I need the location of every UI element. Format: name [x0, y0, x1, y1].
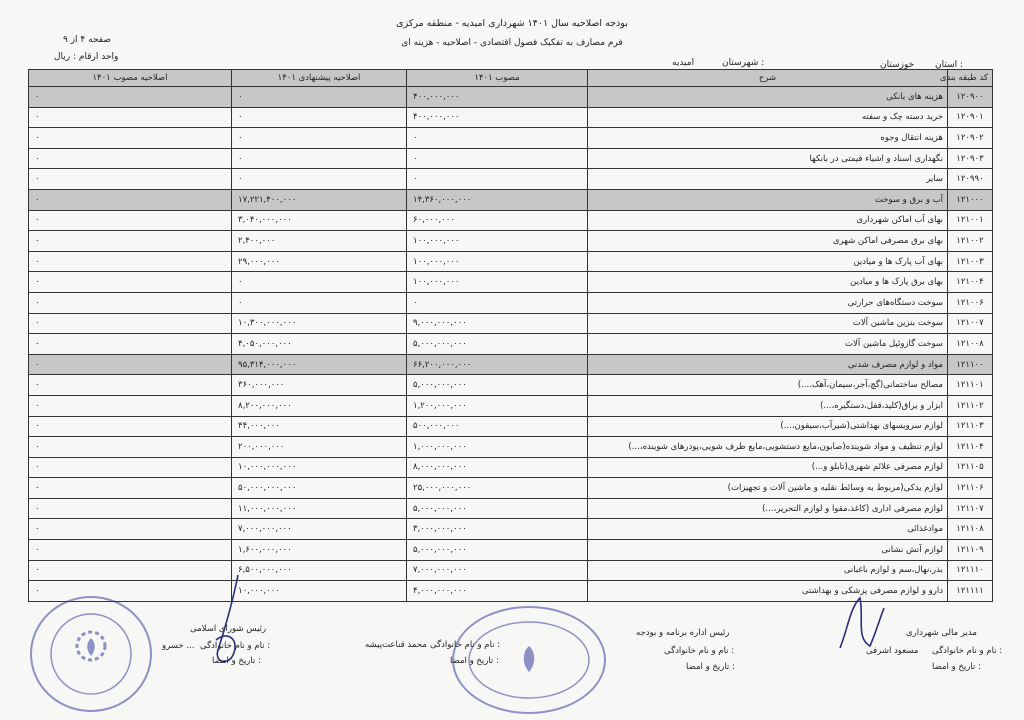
table-row — [29, 128, 993, 149]
row-desc: نگهداری اسناد و اشیاء قیمتی در بانکها — [588, 148, 948, 169]
row-final: ۰ — [29, 457, 232, 478]
row-final: ۰ — [29, 540, 232, 561]
governor-name: محمد قناعت‌پیشه — [365, 640, 427, 650]
row-desc: بهای آب پارک ها و میادین — [588, 251, 948, 272]
council-emblem-icon — [32, 598, 150, 710]
council-signature — [198, 570, 258, 680]
row-code: ۱۲۱۰۰۱ — [948, 210, 993, 231]
row-desc: مصالح ساختمانی(گچ،آجر،سیمان،آهک....) — [588, 375, 948, 396]
row-desc: خرید دسته چک و سفته — [588, 107, 948, 128]
row-final: ۰ — [29, 437, 232, 458]
council-name-label: نام و نام خانوادگی : — [200, 641, 271, 651]
row-final: ۰ — [29, 519, 232, 540]
row-proposed: ۴,۰۵۰,۰۰۰,۰۰۰ — [232, 334, 407, 355]
table-row — [29, 231, 993, 252]
header-proposed: اصلاحیه پیشنهادی ۱۴۰۱ — [232, 70, 407, 87]
table-row — [29, 498, 993, 519]
row-code: ۱۲۱۰۰۰ — [948, 189, 993, 210]
row-code: ۱۲۱۰۰۸ — [948, 334, 993, 355]
row-proposed: ۴۴,۰۰۰,۰۰۰ — [232, 416, 407, 437]
row-code: ۱۲۰۹۹۰ — [948, 169, 993, 190]
row-desc: بهای آب اماکن شهرداری — [588, 210, 948, 231]
row-proposed: ۲۰۰,۰۰۰,۰۰۰ — [232, 437, 407, 458]
row-proposed: ۹۵,۳۱۴,۰۰۰,۰۰۰ — [232, 354, 407, 375]
row-final: ۰ — [29, 375, 232, 396]
table-row — [29, 540, 993, 561]
row-code: ۱۲۱۱۰۶ — [948, 478, 993, 499]
row-desc: هزینه های بانکی — [588, 87, 948, 108]
row-proposed: ۱۰,۳۰۰,۰۰۰,۰۰۰ — [232, 313, 407, 334]
table-group-row — [29, 87, 993, 108]
row-code: ۱۲۱۱۰۳ — [948, 416, 993, 437]
table-row — [29, 519, 993, 540]
row-approved: ۶۶,۲۰۰,۰۰۰,۰۰۰ — [407, 354, 588, 375]
row-desc: بذر،نهال،سم و لوازم باغبانی — [588, 560, 948, 581]
row-desc: سوخت دستگاه‌های حرارتی — [588, 292, 948, 313]
row-proposed: ۳۶۰,۰۰۰,۰۰۰ — [232, 375, 407, 396]
row-approved: ۱۴,۳۶۰,۰۰۰,۰۰۰ — [407, 189, 588, 210]
row-final: ۰ — [29, 210, 232, 231]
row-approved: ۲۵,۰۰۰,۰۰۰,۰۰۰ — [407, 478, 588, 499]
row-approved: ۵,۰۰۰,۰۰۰,۰۰۰ — [407, 540, 588, 561]
finance-signature — [830, 588, 890, 658]
row-approved: ۵,۰۰۰,۰۰۰,۰۰۰ — [407, 375, 588, 396]
table-row — [29, 457, 993, 478]
row-approved: ۹,۰۰۰,۰۰۰,۰۰۰ — [407, 313, 588, 334]
row-final: ۰ — [29, 416, 232, 437]
header-approved: مصوب ۱۴۰۱ — [407, 70, 588, 87]
council-date-label: تاریخ و امضا : — [212, 656, 261, 666]
table-row — [29, 272, 993, 293]
row-desc: لوازم مصرفی اداری (کاغذ،مقوا و لوازم التحریر،...) — [588, 498, 948, 519]
table-row — [29, 251, 993, 272]
row-final: ۰ — [29, 107, 232, 128]
table-group-row — [29, 354, 993, 375]
row-approved: ۰ — [407, 292, 588, 313]
row-desc: هزینه انتقال وجوه — [588, 128, 948, 149]
row-desc: سایر — [588, 169, 948, 190]
budget-table — [28, 69, 993, 602]
city-value: امیدیه — [672, 58, 695, 68]
table-row — [29, 478, 993, 499]
row-proposed: ۱۱,۰۰۰,۰۰۰,۰۰۰ — [232, 498, 407, 519]
row-desc: لوازم مصرفی علائم شهری(تابلو و...) — [588, 457, 948, 478]
table-row — [29, 560, 993, 581]
row-code: ۱۲۰۹۰۰ — [948, 87, 993, 108]
finance-name-label: نام و نام خانوادگی : — [932, 646, 1003, 656]
page-number: صفحه ۴ از ۹ — [63, 35, 111, 45]
row-code: ۱۲۱۱۰۷ — [948, 498, 993, 519]
row-approved: ۰ — [407, 148, 588, 169]
row-proposed: ۲,۴۰۰,۰۰۰ — [232, 231, 407, 252]
row-desc: موادغذائی — [588, 519, 948, 540]
row-approved: ۱,۲۰۰,۰۰۰,۰۰۰ — [407, 395, 588, 416]
row-final: ۰ — [29, 148, 232, 169]
emblem-icon — [454, 608, 604, 712]
row-proposed: ۸,۲۰۰,۰۰۰,۰۰۰ — [232, 395, 407, 416]
budget-head-title: رئیس اداره برنامه و بودجه — [636, 628, 730, 638]
row-proposed: ۰ — [232, 107, 407, 128]
row-desc: سوخت گازوئیل ماشین آلات — [588, 334, 948, 355]
table-row — [29, 169, 993, 190]
row-desc: سوخت بنزین ماشین آلات — [588, 313, 948, 334]
council-name: خسرو ... — [162, 641, 195, 651]
row-final: ۰ — [29, 189, 232, 210]
table-row — [29, 148, 993, 169]
row-proposed: ۱۰,۰۰۰,۰۰۰ — [232, 581, 407, 602]
row-proposed: ۲۹,۰۰۰,۰۰۰ — [232, 251, 407, 272]
city-label: شهرستان : — [722, 58, 765, 68]
row-code: ۱۲۰۹۰۲ — [948, 128, 993, 149]
finance-manager-title: مدیر مالی شهرداری — [906, 628, 977, 638]
row-final: ۰ — [29, 354, 232, 375]
row-desc: لوازم یدکی(مربوط به وسائط نقلیه و ماشین آلات و تجهیزات) — [588, 478, 948, 499]
row-proposed: ۳,۰۴۰,۰۰۰,۰۰۰ — [232, 210, 407, 231]
row-approved: ۶۰,۰۰۰,۰۰۰ — [407, 210, 588, 231]
row-approved: ۸,۰۰۰,۰۰۰,۰۰۰ — [407, 457, 588, 478]
unit-label: واحد ارقام : ریال — [54, 52, 119, 62]
row-final: ۰ — [29, 128, 232, 149]
row-code: ۱۲۱۱۱۱ — [948, 581, 993, 602]
row-approved: ۱۰۰,۰۰۰,۰۰۰ — [407, 231, 588, 252]
row-approved: ۴۰۰,۰۰۰,۰۰۰ — [407, 87, 588, 108]
budget-date-label: تاریخ و امضا : — [686, 662, 735, 672]
document-subtitle: فرم مصارف به تفکیک فصول اقتصادی - اصلاحیه - هزینه ای — [401, 38, 623, 48]
row-approved: ۵,۰۰۰,۰۰۰,۰۰۰ — [407, 498, 588, 519]
row-code: ۱۲۱۱۱۰ — [948, 560, 993, 581]
governor-stamp — [452, 606, 606, 714]
row-final: ۰ — [29, 478, 232, 499]
header-final: اصلاحیه مصوب ۱۴۰۱ — [29, 70, 232, 87]
row-approved: ۴,۰۰۰,۰۰۰,۰۰۰ — [407, 581, 588, 602]
row-desc: لوازم سرویسهای بهداشتی(شیرآب،سیفون،...) — [588, 416, 948, 437]
table-row — [29, 395, 993, 416]
row-final: ۰ — [29, 560, 232, 581]
row-final: ۰ — [29, 251, 232, 272]
row-approved: ۱۰۰,۰۰۰,۰۰۰ — [407, 251, 588, 272]
row-final: ۰ — [29, 395, 232, 416]
table-row — [29, 210, 993, 231]
row-final: ۰ — [29, 313, 232, 334]
row-approved: ۵۰۰,۰۰۰,۰۰۰ — [407, 416, 588, 437]
row-code: ۱۲۱۰۰۳ — [948, 251, 993, 272]
row-approved: ۰ — [407, 169, 588, 190]
row-final: ۰ — [29, 87, 232, 108]
table-row — [29, 107, 993, 128]
row-desc: مواد و لوازم مصرف شدنی — [588, 354, 948, 375]
row-desc: دارو و لوازم مصرفی پزشکی و بهداشتی — [588, 581, 948, 602]
row-final: ۰ — [29, 581, 232, 602]
table-row — [29, 416, 993, 437]
row-proposed: ۱,۶۰۰,۰۰۰,۰۰۰ — [232, 540, 407, 561]
header-desc: شرح — [588, 70, 948, 87]
row-final: ۰ — [29, 231, 232, 252]
table-group-row — [29, 189, 993, 210]
governor-name-label: نام و نام خانوادگی : — [430, 640, 501, 650]
row-approved: ۷,۰۰۰,۰۰۰,۰۰۰ — [407, 560, 588, 581]
row-proposed: ۰ — [232, 128, 407, 149]
row-code: ۱۲۱۱۰۰ — [948, 354, 993, 375]
governor-date-label: تاریخ و امضا : — [450, 656, 499, 666]
council-stamp — [30, 596, 152, 712]
row-proposed: ۶,۵۰۰,۰۰۰,۰۰۰ — [232, 560, 407, 581]
row-code: ۱۲۰۹۰۳ — [948, 148, 993, 169]
row-proposed: ۰ — [232, 292, 407, 313]
row-code: ۱۲۱۱۰۲ — [948, 395, 993, 416]
row-desc: بهای برق مصرفی اماکن شهری — [588, 231, 948, 252]
row-final: ۰ — [29, 169, 232, 190]
row-desc: لوازم آتش نشانی — [588, 540, 948, 561]
row-approved: ۰ — [407, 128, 588, 149]
row-approved: ۴۰۰,۰۰۰,۰۰۰ — [407, 107, 588, 128]
row-code: ۱۲۱۱۰۴ — [948, 437, 993, 458]
row-proposed: ۰ — [232, 87, 407, 108]
row-desc: ابزار و یراق(کلید،قفل،دستگیره،...) — [588, 395, 948, 416]
budget-name-label: نام و نام خانوادگی : — [664, 646, 735, 656]
row-approved: ۱۰۰,۰۰۰,۰۰۰ — [407, 272, 588, 293]
table-row — [29, 375, 993, 396]
row-proposed: ۰ — [232, 169, 407, 190]
council-head-title: رئیس شورای اسلامی — [190, 624, 267, 634]
row-code: ۱۲۱۱۰۱ — [948, 375, 993, 396]
row-final: ۰ — [29, 272, 232, 293]
row-approved: ۵,۰۰۰,۰۰۰,۰۰۰ — [407, 334, 588, 355]
document-title: بودجه اصلاحیه سال ۱۴۰۱ شهرداری امیدیه - منطقه مرکزی — [396, 18, 628, 29]
row-code: ۱۲۰۹۰۱ — [948, 107, 993, 128]
row-approved: ۱,۰۰۰,۰۰۰,۰۰۰ — [407, 437, 588, 458]
table-row — [29, 437, 993, 458]
row-code: ۱۲۱۱۰۸ — [948, 519, 993, 540]
finance-name: مسعود اشرفی — [866, 646, 919, 656]
row-proposed: ۵۰,۰۰۰,۰۰۰,۰۰۰ — [232, 478, 407, 499]
row-code: ۱۲۱۰۰۶ — [948, 292, 993, 313]
row-final: ۰ — [29, 498, 232, 519]
row-code: ۱۲۱۱۰۹ — [948, 540, 993, 561]
row-proposed: ۱۰,۰۰۰,۰۰۰,۰۰۰ — [232, 457, 407, 478]
province-value: خوزستان — [880, 60, 915, 70]
row-desc: لوازم تنظیف و مواد شوینده(صابون،مایع دستشویی،مایع ظرف شویی،پودرهای شوینده،...) — [588, 437, 948, 458]
table-header-row — [29, 70, 993, 87]
table-row — [29, 313, 993, 334]
row-proposed: ۷,۰۰۰,۰۰۰,۰۰۰ — [232, 519, 407, 540]
header-code: کد طبقه بندی — [948, 70, 993, 87]
row-code: ۱۲۱۰۰۴ — [948, 272, 993, 293]
row-desc: بهای برق پارک ها و میادین — [588, 272, 948, 293]
finance-date-label: تاریخ و امضا : — [932, 662, 981, 672]
row-proposed: ۱۷,۲۲۱,۴۰۰,۰۰۰ — [232, 189, 407, 210]
row-proposed: ۰ — [232, 148, 407, 169]
row-code: ۱۲۱۰۰۲ — [948, 231, 993, 252]
row-code: ۱۲۱۰۰۷ — [948, 313, 993, 334]
row-desc: آب و برق و سوخت — [588, 189, 948, 210]
row-code: ۱۲۱۱۰۵ — [948, 457, 993, 478]
province-label: استان : — [935, 60, 964, 70]
row-approved: ۳,۰۰۰,۰۰۰,۰۰۰ — [407, 519, 588, 540]
table-row — [29, 292, 993, 313]
table-row — [29, 334, 993, 355]
row-final: ۰ — [29, 292, 232, 313]
row-final: ۰ — [29, 334, 232, 355]
row-proposed: ۰ — [232, 272, 407, 293]
